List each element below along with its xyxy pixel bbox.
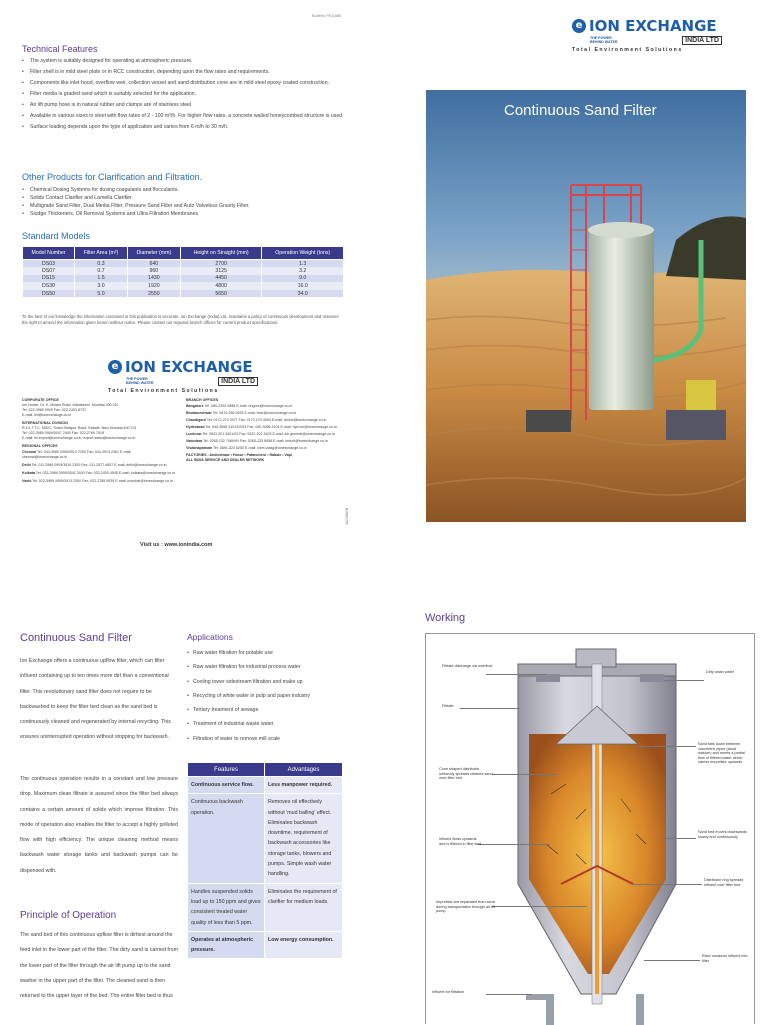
branch-city: Visakhapatnam <box>186 446 213 450</box>
logo-name: ION EXCHANGE <box>589 17 717 35</box>
advantage-cell: Low energy consumption. <box>265 931 343 959</box>
branch-text: Tel: 0265-232 7489/90 Fax: 0265-233 8958 E-mail: hrdcnt@ionexchange.co.in <box>203 439 328 443</box>
application-item: • Treatment of industrial waste water <box>187 721 347 735</box>
cell: 1920 <box>127 282 180 290</box>
corporate-line: E-mail: ieil@ionexchange.co.in <box>22 413 72 417</box>
corporate-office-title: CORPORATE OFFICE <box>22 398 59 402</box>
table-row <box>23 275 344 283</box>
branch-text: Tel: 0674-256 9525 E-mail: bbsr@ionexchange.co.in <box>212 411 297 415</box>
label-cone: Cone shaped distributor uniformly spreads cleaned sand over filter bed <box>439 767 493 781</box>
website-link[interactable]: Visit us : www.ionindia.com <box>140 542 213 548</box>
logo-e-icon: e <box>108 360 122 374</box>
application-item: • Cooling tower sidestream filtration and make up <box>187 679 347 693</box>
cell: DS15 <box>23 275 75 283</box>
intl-line: E-mail: iel.export@ionexchange.co.in, export.sales@ionexchange.co.in <box>22 436 136 440</box>
applications-list <box>187 650 347 750</box>
filter-installation-photo <box>426 90 746 522</box>
logo-tagline: Total Environment Solutions <box>572 47 683 53</box>
tech-item: • The system is suitably designed for operating at atmospheric pressure. <box>22 58 347 66</box>
regional-text: Tel: 022-3989 0909/3913 2300 Fax: 022-2788 9939 E-mail: mumbai@ionexchange.co.in <box>32 479 173 483</box>
branch-city: Lucknow <box>186 432 202 436</box>
logo-power-line2: BEHIND WATER <box>126 380 154 385</box>
working-title: Working <box>425 612 466 624</box>
principle-text: The sand bed of this continuous upflow filter is dirtiest around the feed inlet in the lower part of the filter. The dirty sand is carried from the lower part of the filter through the air lift pump up to the sand washer in the upper part of the filter. The cleaned sand is then returned to the upper layer of the bed. The entire filter bed is thus <box>20 932 179 1000</box>
csf-para2: The continuous operation results in a constant and low pressure drop. Maximum clean filtrate is assured since the filter bed always contains a certain amount of solids which improve filtration. This mode of operation also enables the filter to accept a highly polluted flow with high efficiency. The unique cleaning method means backwash water storage tanks and backwash pumps can be dispensed with. <box>20 776 178 874</box>
intl-line: R-14, T.T.C. MIDC, Thane Belapur Road, Rabale, Navi Mumbai 400 701 <box>22 426 137 430</box>
branch-city: Chandigarh <box>186 418 206 422</box>
cell: 640 <box>127 260 180 268</box>
table-row <box>188 794 343 883</box>
label-riser: Riser conducts influent into filter <box>702 954 748 963</box>
other-item: • Chemical Dosing Systems for dosing coagulants and flocculants. <box>22 186 347 194</box>
branch-city: Vadodara <box>186 439 203 443</box>
branch-text: Tel: 040-3066 3101/02/03 Fax: 040-3066 3104 E-mail: hyd.ion@ionexchange.co.in <box>205 425 337 429</box>
cell: 16.0 <box>262 282 344 290</box>
cell: 2700 <box>180 260 262 268</box>
cell: 3125 <box>180 267 262 275</box>
hero-photo <box>426 90 746 522</box>
logo-power-line1: THE POWER <box>590 35 612 40</box>
tech-item: • Filter media is graded sand which is suitably selected for the application. <box>22 91 347 99</box>
regional-city: Vashi <box>22 479 32 483</box>
advantage-cell: Removes oil effectively without 'mud balling' effect. Eliminates backwash downtime, requirement of backwash accessories like storage tanks, blowers and pumps. Simple wash water handling. <box>265 794 343 883</box>
tech-item: • Air lift pump hose is in natural rubber and clamps are of stainless steel. <box>22 102 347 110</box>
tech-item: • Components like inlet hood, overflow weir, collection vessel and sand distribution cone are in mild steel epoxy coated construction. <box>22 80 347 88</box>
label-distributor: Distributor ring spreads influent over filter bed <box>704 878 744 887</box>
cell: 1.3 <box>262 260 344 268</box>
tech-item: • Available in various sizes in steel with flow rates of 2 - 100 m³/h. For higher flow rates, a concrete walled honeycombed structure is used. <box>22 113 347 121</box>
feature-cell: Continuous backwash operation. <box>188 794 265 883</box>
cell: DS50 <box>23 290 75 298</box>
label-dirty-wash: Dirty wash water <box>706 670 735 674</box>
branch-text: Tel: 0522-201 3401/02 Fax: 0522-201 3403 E-mail: luk.general@ionexchange.co.in <box>202 432 335 436</box>
ion-exchange-logo-top <box>572 17 722 53</box>
table-row <box>188 931 343 959</box>
cell: 0.3 <box>75 260 128 268</box>
application-item: • Tertiary treatment of sewage <box>187 707 347 721</box>
regional-city: Kolkata <box>22 471 35 475</box>
corporate-line: Tel: 022-3989 0909 Fax: 022-2493 8737 <box>22 408 86 412</box>
label-sand-falls: Sand falls down between concentric pipes (sand washer) and meets a partial flow of filtered water which carries impurities upwards <box>698 742 745 765</box>
cell: 3.2 <box>262 267 344 275</box>
dealer-network: ALL INDIA SERVICE AND DEALER NETWORK <box>186 458 265 462</box>
other-products-title: Other Products for Clarification and Filtration. <box>22 172 203 182</box>
table-row <box>23 267 344 275</box>
branch-text: Tel: 080-2204 2888 E-mail: bngore@ionexchange.co.in <box>204 404 293 408</box>
corporate-line: Ion House, Dr. E. Moses Road, Mahalaxmi, Mumbai 400 011 <box>22 403 119 407</box>
cell: 4450 <box>180 275 262 283</box>
branch-city: Bangalore <box>186 404 204 408</box>
feature-cell: Continuous service flow. <box>188 777 265 794</box>
application-item: • Raw water filtration for industrial process water <box>187 664 347 678</box>
branch-offices-title: BRANCH OFFICES <box>186 398 219 402</box>
standard-models-title: Standard Models <box>22 231 91 241</box>
page-gap <box>0 552 768 574</box>
label-impurities: Impurities are separated from sand during transportation through air lift pump <box>436 900 495 914</box>
tech-item: • Surface loading depends upon the type of application and varies from 6 m/h to 30 m/h. <box>22 124 347 132</box>
table-row <box>23 290 344 298</box>
cell: 5.0 <box>75 290 128 298</box>
cell: 1430 <box>127 275 180 283</box>
label-filtrate-discharge: Filtrate discharge via overflow <box>442 664 493 668</box>
hero-title: Continuous Sand Filter <box>504 102 657 119</box>
table-row <box>23 260 344 268</box>
ion-exchange-logo-mid <box>108 358 258 394</box>
intl-line: Tel: 022-3989 0909/3047 2400 Fax: 022-2769 7918 <box>22 431 104 435</box>
features-header: Features <box>188 763 265 777</box>
application-item: • Filtration of water to remove mill scale <box>187 736 347 750</box>
models-header: Height on Straight (mm) <box>180 247 262 260</box>
table-row <box>188 777 343 794</box>
feature-cell: Operates at atmospheric pressure. <box>188 931 265 959</box>
other-products-list <box>22 186 347 218</box>
models-header: Model Number <box>23 247 75 260</box>
technical-features-list <box>22 58 347 135</box>
label-filtrate: Filtrate <box>442 704 454 708</box>
branch-text: Tel: 0891-324 6250 E-mail: ixbm.vizag@ionexchange.co.in <box>213 446 307 450</box>
regional-text: Tel: 011-2989 0909/3916 2300 Fax: 011-2577 4657 E-mail: delhi@ionexchange.co.in <box>31 463 167 467</box>
cell: DS30 <box>23 282 75 290</box>
tech-item: • Filter shell is in mild steel plate or in RCC construction, depending upon the flow rates and requirements. <box>22 69 347 77</box>
factories: FACTORIES : Ankleshwar • Hosur • Patancheru • Rabale • Vapi <box>186 453 292 457</box>
feature-cell: Handles suspended solids load up to 150 ppm and gives consistent treated water quality of less than 5 ppm. <box>188 883 265 931</box>
regional-offices-title: REGIONAL OFFICES <box>22 444 58 448</box>
advantage-cell: Less manpower required. <box>265 777 343 794</box>
models-header: Filter Area (m²) <box>75 247 128 260</box>
table-row <box>188 883 343 931</box>
other-item: • Multigrade Sand Filter, Dual Media Filter, Pressure Sand Filter and Auto Valveless Gravity Filter. <box>22 202 347 210</box>
cell: 3.0 <box>75 282 128 290</box>
branch-city: Bhubaneshwar <box>186 411 212 415</box>
csf-title: Continuous Sand Filter <box>20 632 132 644</box>
csf-intro: Ion Exchange offers a continuous upflow filter, which can filter influent containing up to ten times more dirt than a conventional filter. This revolutionary sand filter does not require to be backwashed to keep the filter bed clean as the sand bed is continuously cleaned and regenerated by internal recycling. This ensures uninterrupted operation without stopping for backwash. <box>20 658 171 741</box>
branch-city: Hyderabad <box>186 425 205 429</box>
table-row <box>23 282 344 290</box>
logo-e-icon: e <box>572 19 586 33</box>
other-item: • Sludge Thickeners, Oil Removal Systems and Ultra Filtration Membranes. <box>22 210 347 218</box>
regional-city: Delhi <box>22 463 31 467</box>
logo-india: INDIA LTD <box>682 36 722 45</box>
intl-division-title: INTERNATIONAL DIVISION <box>22 421 68 425</box>
logo-name: ION EXCHANGE <box>125 358 253 376</box>
label-sand-bed: Sand bed moves downwards slowly and continuously <box>698 830 747 839</box>
cell: 5650 <box>180 290 262 298</box>
models-header: Operation Weight (tons) <box>262 247 344 260</box>
advantage-cell: Eliminates the requirement of clarifier for medium loads. <box>265 883 343 931</box>
regional-city: Chennai <box>22 450 37 454</box>
other-item: • Solids Contact Clarifier and Lamella Clarifier. <box>22 194 347 202</box>
standard-models-table <box>22 246 344 297</box>
regional-text: Tel: 033-3989 0909/3042 2400 Fax: 033-2400 4545 E-mail: kolkata@ionexchange.co.in <box>35 471 176 475</box>
cell: DS07 <box>23 267 75 275</box>
bulletin-number: Bulletin PED486 <box>312 13 342 18</box>
cell: 960 <box>127 267 180 275</box>
regional-text: Tel: 044-3989 0909/3913 2300 Fax: 044-3913 2361 E-mail: chennai@ionexchange.co.in <box>22 450 132 459</box>
cell: DS03 <box>23 260 75 268</box>
label-influent-flows: Influent flows upwards and is filtered in filter bed <box>439 837 482 846</box>
cell: 34.0 <box>262 290 344 298</box>
advantages-header: Advantages <box>265 763 343 777</box>
working-diagram <box>425 633 755 1024</box>
branch-text: Tel: 0172-274 0977 Fax: 0172-274 4594 E-mail: delcor@ionexchange.co.in <box>206 418 327 422</box>
application-item: • Raw water filtration for potable use <box>187 650 347 664</box>
principle-title: Principle of Operation <box>20 910 117 921</box>
applications-title: Applications <box>187 632 233 642</box>
cell: 9.0 <box>262 275 344 283</box>
features-advantages-table <box>187 762 343 959</box>
models-header: Diameter (mm) <box>127 247 180 260</box>
label-influent: Influent for filtration <box>432 990 465 994</box>
logo-tagline: Total Environment Solutions <box>108 388 219 394</box>
application-item: • Recycling of white water in pulp and paper industry <box>187 693 347 707</box>
print-code: 11/2/8/AB <box>344 507 349 525</box>
cell: 2550 <box>127 290 180 298</box>
logo-power-line1: THE POWER <box>126 376 148 381</box>
logo-india: INDIA LTD <box>218 377 258 386</box>
cell: 0.7 <box>75 267 128 275</box>
logo-power-line2: BEHIND WATER <box>590 39 618 44</box>
cell: 4800 <box>180 282 262 290</box>
technical-features-title: Technical Features <box>22 44 98 54</box>
cell: 1.5 <box>75 275 128 283</box>
disclaimer: To the best of our knowledge the information contained in this publication is accurate. Ion Exchange (India) Ltd. maintains a policy of continuous development and reserves the right to amend the information given herein without notice. Please contact our regional branch offices for current product specifications. <box>22 314 339 325</box>
